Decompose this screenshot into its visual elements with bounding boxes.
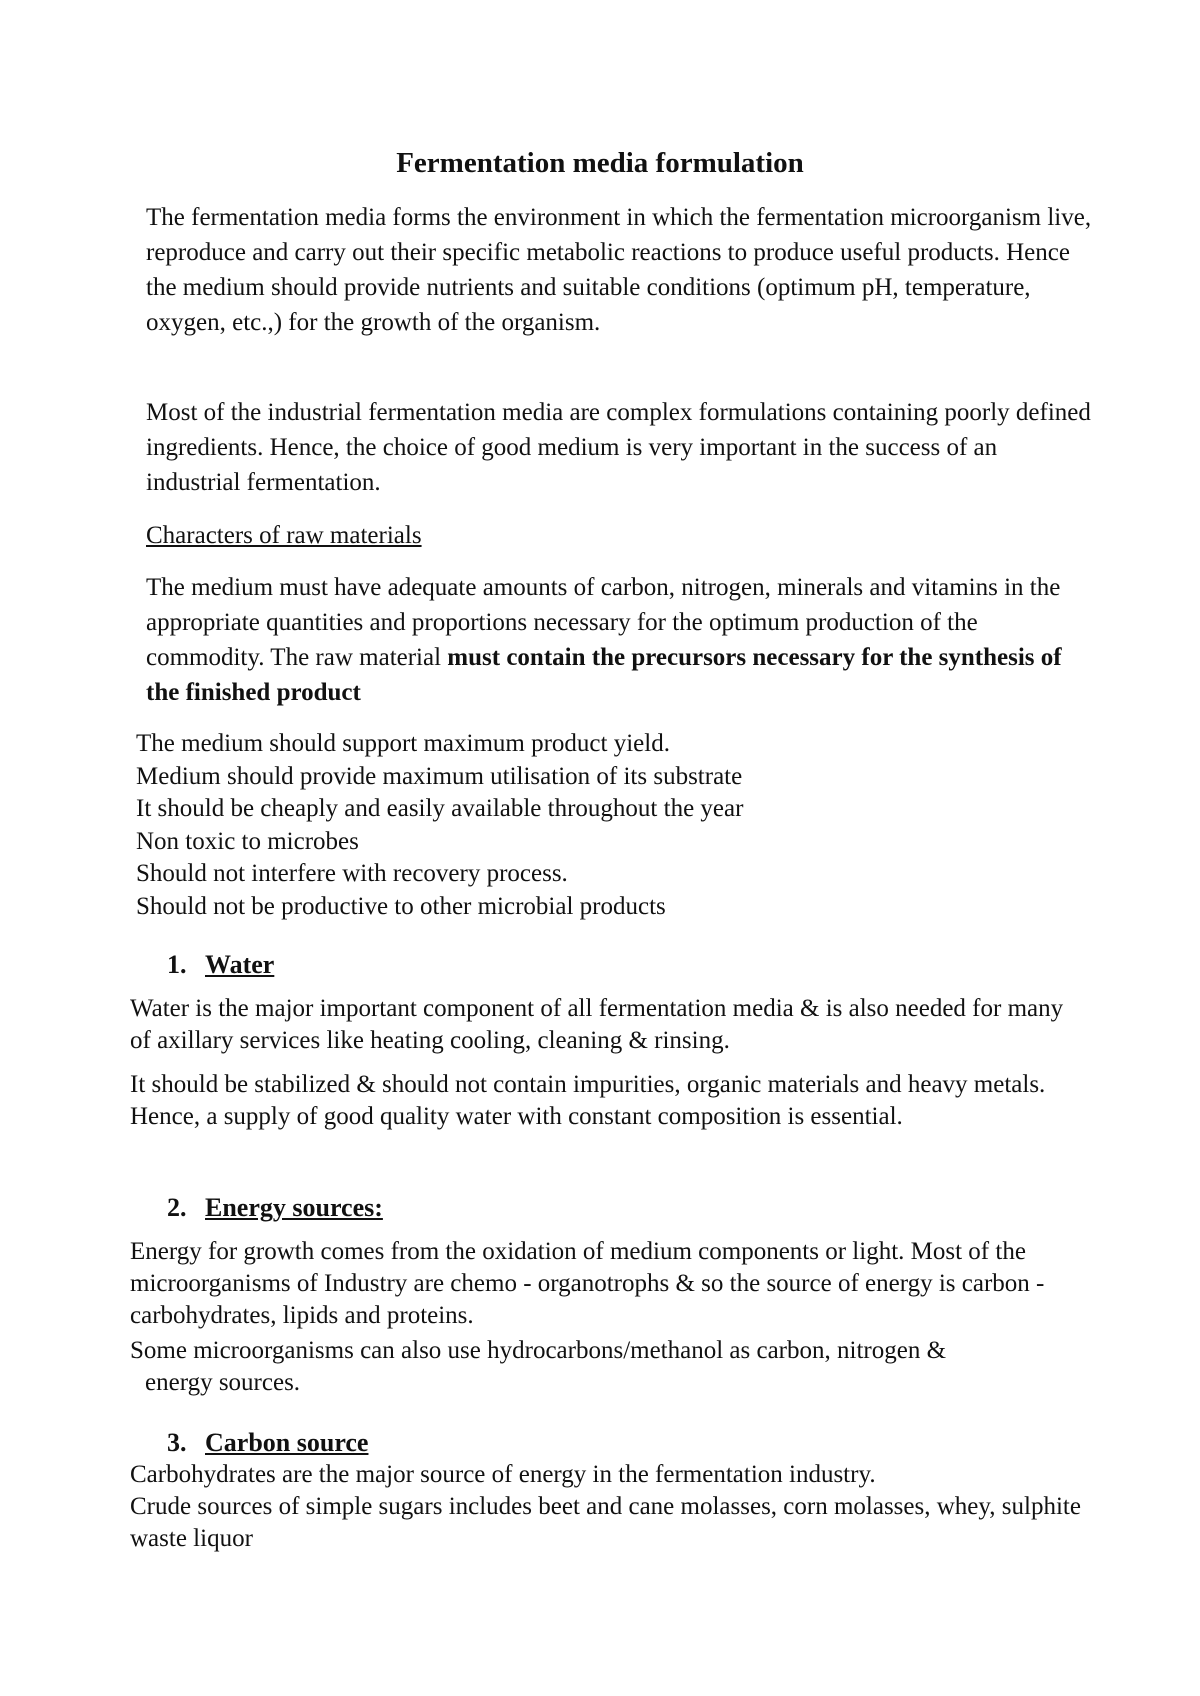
list-item: Non toxic to microbes [136, 827, 359, 855]
section-number: 3. [167, 1428, 187, 1457]
carbon-paragraphs [130, 1459, 1090, 1555]
characters-heading: Characters of raw materials [146, 522, 422, 549]
list-item: Should not interfere with recovery process. [136, 860, 568, 887]
energy-paragraph-2 [130, 1335, 1090, 1399]
water-paragraph-1: Water is the major important component of all fermentation media & is also needed for many of axillary services like heating cooling, cleaning & rinsing. [130, 995, 1064, 1054]
section-heading-carbon [167, 1425, 368, 1460]
section-number: 2. [167, 1193, 187, 1222]
energy-paragraph-1: Energy for growth comes from the oxidation of medium components or light. Most of the microorganisms of Industry are chemo - organotrophs & so the source of energy is carbon - carbohydrates, lipids and proteins. [130, 1238, 1045, 1329]
intro-paragraph-1: The fermentation media forms the environment in which the fermentation microorganism live, reproduce and carry out their specific metabolic reactions to produce useful products. Hence the medium should provide nutrients and suitable conditions (optimum pH, temperature, oxygen, etc.,) for the growth of the organism. [146, 204, 1092, 336]
list-item: The medium should support maximum product yield. [136, 730, 670, 757]
carbon-paragraph-1: Carbohydrates are the major source of energy in the fermentation industry. [130, 1461, 876, 1488]
list-item: It should be cheaply and easily available throughout the year [136, 795, 744, 822]
list-item: Medium should provide maximum utilisation of its substrate [136, 762, 743, 790]
list-item: Should not be productive to other microbial products [136, 892, 666, 920]
section-heading-energy [167, 1190, 383, 1225]
intro-paragraph-2: Most of the industrial fermentation media are complex formulations containing poorly defined ingredients. Hence, the choice of good medium is very important in the success of an industrial fermentation. [146, 399, 1091, 496]
section-heading-label: Water [205, 950, 275, 979]
energy-paragraph-2-line-2: energy sources. [145, 1369, 301, 1396]
characters-list [136, 728, 1096, 923]
energy-paragraph-2-line-1: Some microorganisms can also use hydrocarbons/methanol as carbon, nitrogen & [130, 1337, 947, 1364]
characters-paragraph-bold: must contain the precursors necessary for the synthesis of the finished product [146, 644, 1062, 706]
section-heading-label: Carbon source [205, 1428, 369, 1457]
section-heading-water [167, 947, 274, 982]
document-title: Fermentation media formulation [396, 147, 804, 179]
section-number: 1. [167, 950, 187, 979]
carbon-paragraph-2: Crude sources of simple sugars includes beet and cane molasses, corn molasses, whey, sulphite waste liquor [130, 1493, 1081, 1552]
characters-paragraph [146, 570, 1096, 710]
characters-paragraph-text: The medium must have adequate amounts of carbon, nitrogen, minerals and vitamins in the appropriate quantities and proportions necessary for the optimum production of the commodity. The raw material [146, 574, 1061, 671]
water-paragraph-2: It should be stabilized & should not contain impurities, organic materials and heavy metals. Hence, a supply of good quality water with constant composition is essential. [130, 1071, 1046, 1130]
section-heading-label: Energy sources: [205, 1193, 383, 1222]
